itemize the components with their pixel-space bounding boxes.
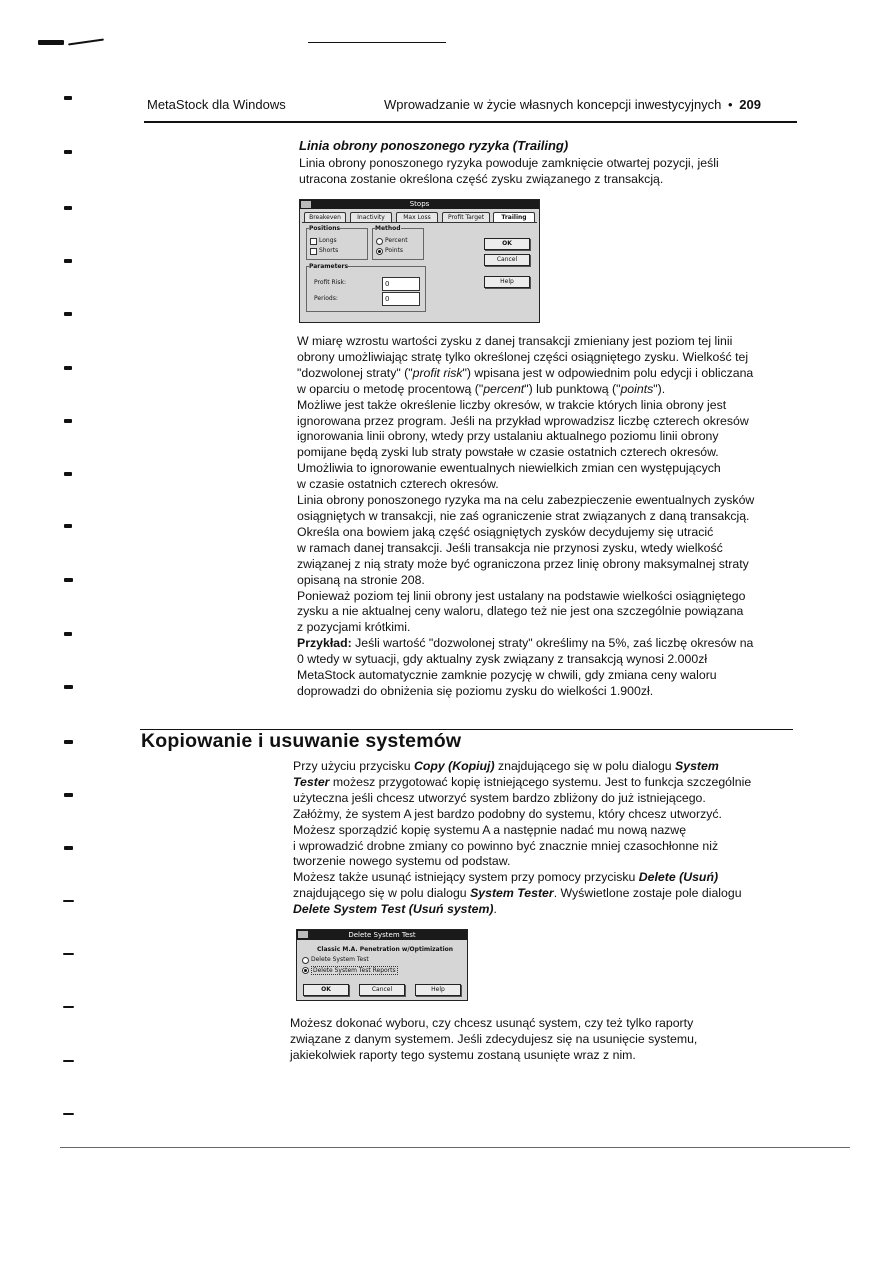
delete-system-radio[interactable] (302, 957, 309, 964)
scan-mark (38, 40, 64, 45)
text-line: Linia obrony ponoszonego ryzyka powoduje zamknięcie otwartej pozycji, jeśli (299, 156, 719, 170)
text-line: i wprowadzić drobne zmiany co powinno być znacznie mniej czasochłonne niż (293, 838, 719, 853)
scan-mark (64, 96, 72, 100)
copy-delete-body (293, 759, 751, 918)
text-line: Delete System Test (Usuń system). (293, 902, 497, 917)
scan-top-rule (308, 42, 446, 43)
text-line: związane z danym systemem. Jeśli zdecydujesz się na usunięcie systemu, (290, 1031, 698, 1046)
delete-reports-radio[interactable] (302, 967, 309, 974)
text-line: w czasie ostatnich czterech okresów. (297, 477, 499, 492)
text-line: zysku a nie aktualnej ceny waloru, dlatego też nie jest ona szczególnie powiązana (297, 604, 744, 619)
scan-mark (64, 259, 72, 263)
ok-button[interactable]: OK (484, 238, 530, 250)
text-line: Możesz także usunąć istniejący system przy pomocy przycisku Delete (Usuń) (293, 870, 719, 885)
tab-inactivity[interactable]: Inactivity (350, 212, 392, 223)
tab-trailing[interactable]: Trailing (493, 212, 535, 223)
subsection-title: Linia obrony ponoszonego ryzyka (Trailing) (299, 138, 569, 153)
text-line: Załóżmy, że system A jest bardzo podobny do systemu, który chcesz utworzyć. (293, 806, 722, 821)
delete-system-dialog (296, 929, 468, 1001)
text-line: w oparciu o metodę procentową ("percent") lub punktową ("points"). (297, 381, 666, 396)
text-line: Przykład: Jeśli wartość "dozwolonej straty" określimy na 5%, zaś liczbę okresów na (297, 636, 754, 651)
help-button[interactable]: Help (484, 276, 530, 288)
text-line: użyteczna jeśli chcesz utworzyć system bardzo zbliżony do już istniejącego. (293, 790, 706, 805)
points-radio[interactable] (376, 248, 383, 255)
running-header-left: MetaStock dla Windows (147, 97, 286, 112)
tab-breakeven[interactable]: Breakeven (304, 212, 346, 223)
tab-baseline (302, 222, 537, 223)
text-line: "dozwolonej straty" ("profit risk") wpisana jest w odpowiednim polu edycji i obliczana (297, 365, 754, 380)
percent-radio[interactable] (376, 238, 383, 245)
text-line: z pozycjami krótkimi. (297, 620, 411, 635)
delete-reports-label: Delete System Test Reports (313, 967, 396, 974)
text-line: znajdującego się w polu dialogu System Tester. Wyświetlone zostaje pole dialogu (293, 886, 742, 901)
percent-label: Percent (385, 237, 408, 244)
scan-mark (68, 39, 104, 46)
text-line: tworzenie nowego systemu od podstaw. (293, 854, 511, 869)
scan-mark (64, 366, 72, 370)
trailing-body (297, 334, 754, 700)
ok-button[interactable]: OK (303, 984, 349, 996)
help-button[interactable]: Help (415, 984, 461, 996)
trailing-intro (299, 156, 719, 188)
scan-mark (64, 578, 73, 582)
scan-mark (64, 524, 72, 528)
method-label: Method (375, 225, 401, 232)
text-line: utracona zostanie określona część zysku związanego z transakcją. (299, 171, 664, 186)
scan-mark (64, 740, 73, 744)
text-line: 0 wtedy w sytuacji, gdy aktualny zysk związany z transakcją wynosi 2.000zł (297, 652, 708, 667)
parameters-label: Parameters (309, 263, 349, 270)
system-name: Classic M.A. Penetration w/Optimization (317, 946, 454, 953)
scan-mark (64, 685, 73, 689)
text-line: opisaną na stronie 208. (297, 572, 425, 587)
scan-mark (64, 419, 72, 423)
text-line: w ramach danej transakcji. Jeśli transakcja nie przynosi zysku, wtedy wielkość (297, 540, 723, 555)
text-line: Możesz sporządzić kopię systemu A a następnie nadać mu nową nazwę (293, 822, 687, 837)
longs-checkbox[interactable] (310, 238, 317, 245)
text-line: osiągniętych w transakcji, nie zaś ograniczenie strat związanych z daną transakcją. (297, 508, 750, 523)
section-title: Kopiowanie i usuwanie systemów (141, 730, 462, 752)
text-line: doprowadzi do obniżenia się poziomu zysku do wielkości 1.900zł. (297, 683, 654, 698)
dialog-title: Delete System Test (348, 931, 416, 939)
scan-mark (63, 953, 74, 955)
text-line: związanej z nią straty może być ograniczona przez linię obrony maksymalnej straty (297, 556, 749, 571)
text-line: Ponieważ poziom tej linii obrony jest ustalany na podstawie wielkości osiągniętego (297, 588, 746, 603)
cancel-button[interactable]: Cancel (359, 984, 405, 996)
dialog-title-bar (300, 200, 539, 209)
text-line: Linia obrony ponoszonego ryzyka ma na celu zabezpieczenie ewentualnych zysków (297, 493, 755, 508)
shorts-label: Shorts (319, 247, 339, 254)
longs-label: Longs (319, 237, 337, 244)
cancel-button[interactable]: Cancel (484, 254, 530, 266)
stops-dialog (299, 199, 540, 323)
profit-risk-input[interactable]: 0 (382, 277, 420, 291)
tab-profit-target[interactable]: Profit Target (442, 212, 490, 223)
scan-mark (63, 1006, 74, 1008)
points-label: Points (385, 247, 404, 254)
text-line: ignorowania linii obrony, wtedy przy ustalaniu aktualnego poziomu linii obrony (297, 429, 719, 444)
text-line: Możesz dokonać wyboru, czy chcesz usunąć system, czy też tylko raporty (290, 1016, 694, 1030)
scan-mark (63, 1113, 74, 1115)
tab-max-loss[interactable]: Max Loss (396, 212, 438, 223)
scan-mark (64, 793, 73, 797)
positions-label: Positions (309, 225, 341, 232)
header-rule (144, 121, 797, 123)
scan-mark (64, 846, 73, 850)
text-line: Możliwe jest także określenie liczby okresów, w trakcie których linia obrony jest (297, 397, 727, 412)
text-line: jakiekolwiek raporty tego systemu zostaną usunięte wraz z nim. (290, 1047, 636, 1062)
periods-label: Periods: (314, 295, 338, 302)
delete-explanation (290, 1016, 697, 1064)
system-menu-icon[interactable] (301, 201, 311, 208)
scan-mark (64, 206, 72, 210)
page-number: 209 (739, 97, 761, 112)
profit-risk-label: Profit Risk: (314, 279, 347, 286)
text-line: Tester możesz przygotować kopię istniejącego systemu. Jest to funkcja szczególnie (293, 774, 752, 789)
dialog-title: Stops (409, 200, 430, 208)
system-menu-icon[interactable] (298, 931, 308, 938)
scan-mark (64, 150, 72, 154)
text-line: ignorowana przez program. Jeśli na przykład wprowadzisz liczbę czterech okresów (297, 413, 749, 428)
text-line: MetaStock automatycznie zamknie pozycję w chwili, gdy zmiana ceny waloru (297, 668, 717, 683)
scan-mark (64, 472, 72, 476)
text-line: Umożliwia to ignorowanie ewentualnych niewielkich zmian cen występujących (297, 461, 721, 476)
text-line: obrony umożliwiając stratę tylko określonej części osiągniętego zysku. Wielkość tej (297, 349, 749, 364)
periods-input[interactable]: 0 (382, 292, 420, 306)
running-header-right (384, 97, 761, 112)
text-line: pomijane będą zyski lub straty powstałe w czasie ostatnich czterech okresów. (297, 445, 719, 460)
scan-bottom-rule (60, 1147, 850, 1148)
scan-mark (64, 632, 72, 636)
delete-system-label: Delete System Test (311, 956, 369, 963)
shorts-checkbox[interactable] (310, 248, 317, 255)
text-line: Określa ona bowiem jaką część osiągniętych zysków decydujemy się utracić (297, 524, 714, 539)
scan-mark (63, 1060, 74, 1062)
header-title: Wprowadzanie w życie własnych koncepcji inwestycyjnych (384, 97, 722, 112)
header-bullet: • (728, 97, 733, 112)
text-line: W miarę wzrostu wartości zysku z danej transakcji zmieniany jest poziom tej linii (297, 334, 733, 348)
text-line: Przy użyciu przycisku Copy (Kopiuj) znajdującego się w polu dialogu System (293, 759, 719, 773)
scan-mark (63, 900, 74, 902)
dialog-title-bar (297, 930, 467, 940)
scan-mark (64, 312, 72, 316)
